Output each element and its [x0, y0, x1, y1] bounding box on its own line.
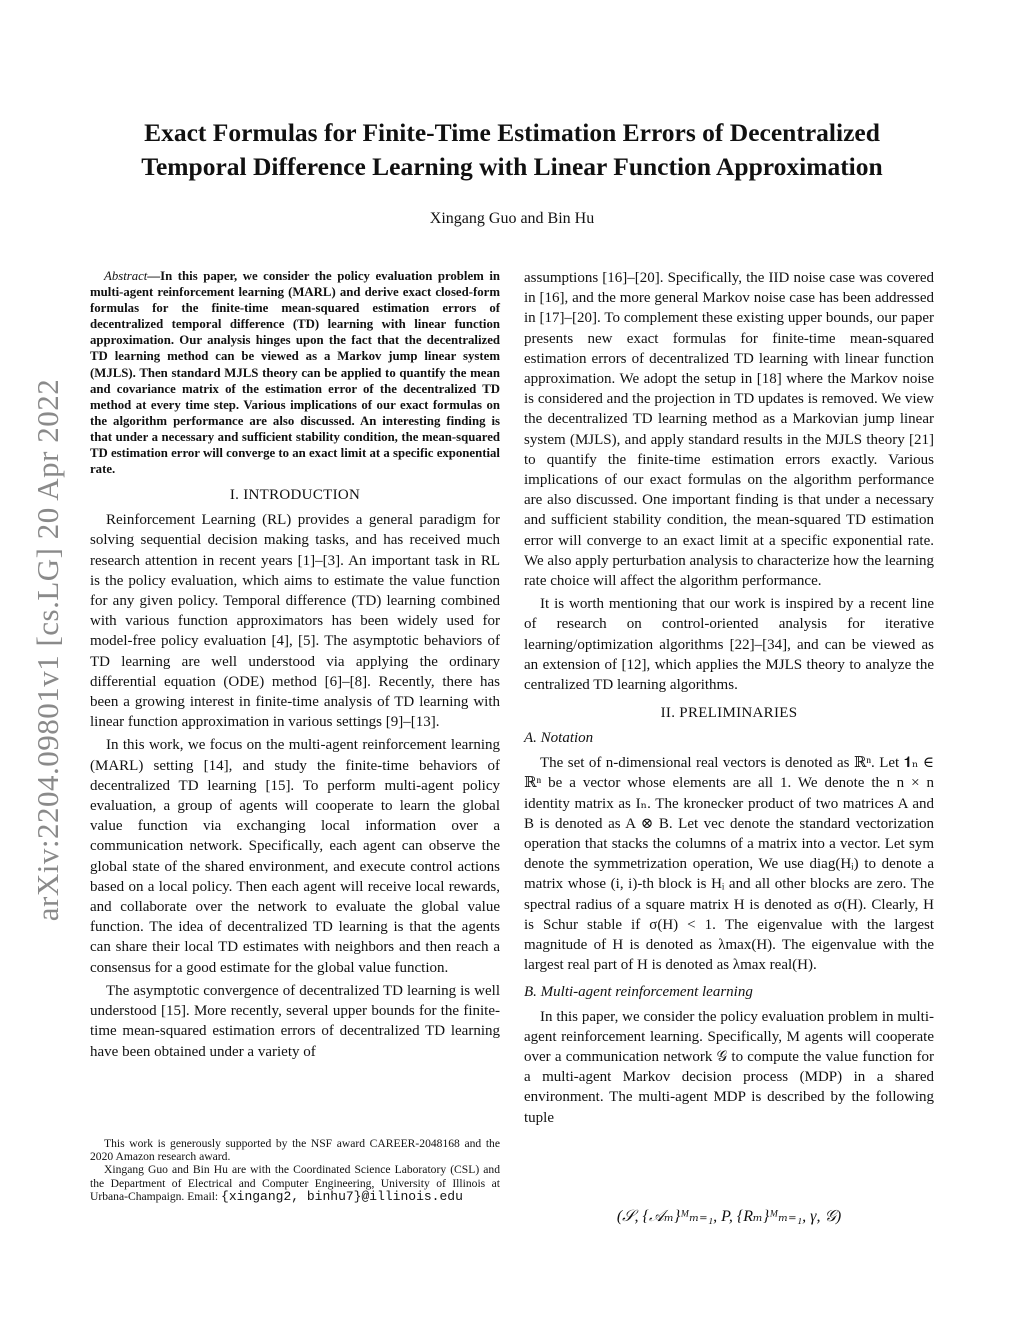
footnote	[90, 1137, 500, 1203]
authors: Xingang Guo and Bin Hu	[429, 210, 595, 227]
footnote-affiliation	[90, 1163, 500, 1203]
arxiv-sidebar-stamp	[28, 350, 68, 950]
section-heading-preliminaries: II. PRELIMINARIES	[660, 705, 798, 722]
intro-paragraph-2: In this work, we focus on the multi-agent reinforcement learning (MARL) setting [14], and study the finite-time behaviors of decentralized TD learning [15]. To perform multi-agent policy evaluation, a group of agents will cooperate to learn the global value function via exchanging local information over a communication network. Specifically, each agent can observe the global state of the shared environment, and execute control actions based on a local policy. Then each agent will receive local rewards, and collaborate over the network to evaluate the global value function. The idea of decentralized TD learning is that the agents can share their local TD estimates with neighbors and then reach a consensus for a good estimate for the global value function.	[90, 737, 500, 976]
abstract-label: Abstract	[104, 269, 148, 283]
abstract-text: In this paper, we consider the policy evaluation problem in multi-agent reinforcement learning (MARL) and derive exact closed-form formulas for the finite-time mean-squared estimation errors of decentralized temporal difference (TD) learning with linear function approximation. Our analysis hinges upon the fact that the decentralized TD learning method can be viewed as a Markov jump linear system (MJLS). Then standard MJLS theory can be applied to quantify the mean and covariance matrix of the estimation error of the decentralized TD method at every time step. Various implications of our exact formulas on the algorithm performance are also discussed. An interesting finding is that under a necessary and sufficient stability condition, the mean-squared TD estimation error will converge to an exact limit at a specific exponential rate.	[90, 269, 500, 477]
paper-title	[80, 116, 944, 184]
abstract	[90, 268, 500, 477]
subsection-heading-notation: A. Notation	[524, 730, 594, 747]
abstract-dash: —	[147, 269, 161, 283]
intro-paragraph-1: Reinforcement Learning (RL) provides a general paradigm for solving sequential decision making tasks, and has received much research attention in recent years [1]–[3]. An important task in RL is the policy evaluation, which aims to estimate the value function for any given policy. Temporal difference (TD) learning combined with various function approximators has been widely used for model-free policy evaluation [4], [5]. The asymptotic behaviors of TD learning are well understood via applying the ordinary differential equation (ODE) method [6]–[8]. Recently, there has been a growing interest in finite-time analysis of TD learning with linear function approximation in various settings [9]–[13].	[90, 512, 500, 731]
footnote-email: {xingang2, binhu7}@illinois.edu	[221, 1188, 463, 1204]
left-column	[90, 268, 500, 1065]
intro-paragraph-3-continued: assumptions [16]–[20]. Specifically, the IID noise case was covered in [16], and the more general Markov noise case has been addressed in [17]–[20]. To complement these existing upper bounds, our paper presents new exact formulas for finite-time mean-squared estimation errors of decentralized TD learning with linear function approximation. We adopt the setup in [18] where the Markov noise is considered and the projection in TD updates is removed. We view the decentralized TD learning method as a Markovian jump linear system (MJLS), and apply standard results in the MJLS theory [21] to quantify the finite-time estimation errors exactly. Various implications of our exact formulas on the algorithm performance are also discussed. One important finding is that under a necessary and sufficient stability condition, the mean-squared TD estimation error will converge to an exact limit at a specific exponential rate. We also apply perturbation analysis to characterize how the learning rate choice will affect the algorithm performance.	[524, 270, 934, 590]
title-line-1: Exact Formulas for Finite-Time Estimation Errors of Decentralized	[144, 118, 880, 147]
footnote-affiliation-text: Xingang Guo and Bin Hu are with the Coordinated Science Laboratory (CSL) and the Department of Electrical and Computer Engineering, University of Illinois at Urbana-Champaign. Email:	[90, 1163, 500, 1203]
intro-paragraph-4: It is worth mentioning that our work is inspired by a recent line of research on control-oriented analysis for iterative learning/optimization algorithms [22]–[34], and can be viewed as an extension of [12], which applies the MJLS theory to analyze the centralized TD learning algorithms.	[524, 596, 934, 694]
subsection-heading-marl: B. Multi-agent reinforcement learning	[524, 983, 753, 1000]
right-column	[524, 268, 934, 1131]
intro-paragraph-3: The asymptotic convergence of decentralized TD learning is well understood [15]. More recently, several upper bounds for the finite-time mean-squared estimation errors of decentralized TD learning have been obtained under a variety of	[90, 982, 500, 1060]
notation-paragraph: The set of n-dimensional real vectors is denoted as ℝⁿ. Let 𝟏ₙ ∈ ℝⁿ be a vector whose elements are all 1. We denote the n × n identity matrix as Iₙ. The kronecker product of two matrices A and B is denoted as A ⊗ B. Let vec denote the standard vectorization operation that stacks the columns of a matrix into a vector. Let sym denote the symmetrization operation, We use diag(Hᵢ) to denote a matrix whose (i, i)-th block is Hᵢ and all other blocks are zero. The spectral radius of a square matrix H is denoted as σ(H). Clearly, H is Schur stable if σ(H) < 1. The eigenvalue with the largest magnitude of H is denoted as λmax(H). The eigenvalue with the largest real part of H is denoted as λmax real(H).	[524, 755, 934, 974]
marl-paragraph: In this paper, we consider the policy evaluation problem in multi-agent reinforcement learning. Specifically, M agents will cooperate over a communication network 𝒢 to compute the value function for a multi-agent Markov decision process (MDP) in a shared environment. The multi-agent MDP is described by the following tuple	[524, 1008, 934, 1126]
footnote-funding: This work is generously supported by the NSF award CAREER-2048168 and the 2020 Amazon research award.	[90, 1137, 500, 1164]
title-line-2: Temporal Difference Learning with Linear Function Approximation	[141, 152, 883, 181]
section-heading-introduction: I. INTRODUCTION	[229, 487, 361, 504]
mdp-tuple-equation: (𝒮, {𝒜ₘ}ᴹₘ₌₁, P, {Rₘ}ᴹₘ₌₁, γ, 𝒢)	[616, 1208, 842, 1225]
arxiv-id: arXiv:2204.09801v1 [cs.LG] 20 Apr 2022	[30, 378, 65, 922]
